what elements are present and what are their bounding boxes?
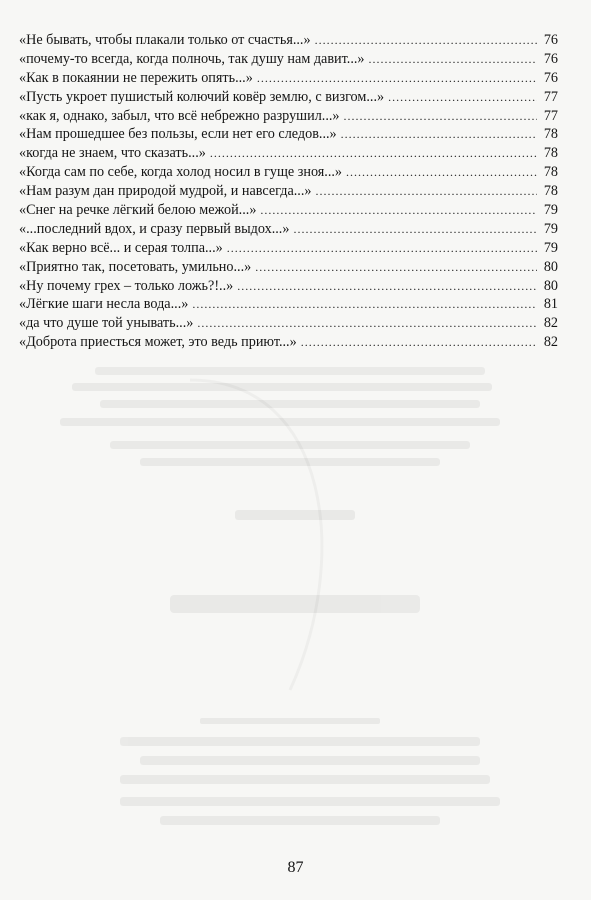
toc-entry-title: «Ну почему грех – только ложь?!..» bbox=[19, 277, 234, 294]
dot-leader bbox=[341, 125, 537, 144]
toc-entry[interactable] bbox=[19, 333, 558, 352]
toc-entry-title: «Когда сам по себе, когда холод носил в гуще зноя...» bbox=[19, 164, 343, 181]
table-of-contents bbox=[19, 31, 558, 352]
toc-entry-page: 76 bbox=[543, 32, 558, 48]
toc-entry-page: 76 bbox=[543, 69, 558, 86]
toc-entry-page: 80 bbox=[543, 258, 558, 275]
toc-entry[interactable] bbox=[19, 182, 558, 201]
toc-entry-title: «Снег на речке лёгкий белою межой...» bbox=[19, 202, 257, 219]
page-number: 87 bbox=[287, 859, 304, 876]
toc-entry[interactable] bbox=[19, 201, 558, 220]
toc-entry-title: «Не бывать, чтобы плакали только от счастья...» bbox=[19, 32, 311, 48]
toc-entry-title: «...последний вдох, и сразу первый выдох...» bbox=[19, 220, 290, 237]
toc-entry-title: «Нам прошедшее без пользы, если нет его следов...» bbox=[19, 126, 337, 143]
toc-entry-title: «Доброта приесться может, это ведь приют...» bbox=[19, 334, 297, 351]
toc-entry-page: 80 bbox=[543, 277, 558, 294]
toc-entry[interactable] bbox=[19, 88, 558, 107]
toc-entry[interactable] bbox=[19, 69, 558, 88]
dot-leader bbox=[255, 258, 537, 277]
dot-leader bbox=[315, 31, 537, 50]
toc-entry-title: «Нам разум дан природой мудрой, и навсегда...» bbox=[19, 183, 312, 200]
toc-entry[interactable] bbox=[19, 31, 558, 50]
dot-leader bbox=[301, 333, 537, 352]
dot-leader bbox=[388, 88, 537, 107]
toc-entry-page: 81 bbox=[543, 296, 558, 313]
toc-entry-title: «как я, однако, забыл, что всё небрежно разрушил...» bbox=[19, 107, 340, 124]
dot-leader bbox=[369, 50, 537, 69]
dot-leader bbox=[197, 314, 537, 333]
toc-entry[interactable] bbox=[19, 125, 558, 144]
toc-entry[interactable] bbox=[19, 295, 558, 314]
dot-leader bbox=[210, 144, 537, 163]
toc-entry-title: «почему-то всегда, когда полночь, так душу нам давит...» bbox=[19, 50, 365, 67]
dot-leader bbox=[237, 277, 537, 296]
dot-leader bbox=[346, 163, 537, 182]
toc-entry-page: 79 bbox=[543, 202, 558, 219]
toc-entry-page: 79 bbox=[543, 239, 558, 256]
toc-entry[interactable] bbox=[19, 258, 558, 277]
toc-entry-page: 78 bbox=[543, 126, 558, 143]
toc-entry[interactable] bbox=[19, 144, 558, 163]
toc-entry-title: «Как в покаянии не пережить опять...» bbox=[19, 69, 253, 86]
toc-entry[interactable] bbox=[19, 50, 558, 69]
toc-entry-page: 76 bbox=[543, 50, 558, 67]
toc-entry[interactable] bbox=[19, 220, 558, 239]
dot-leader bbox=[344, 107, 537, 126]
dot-leader bbox=[257, 69, 537, 88]
toc-entry[interactable] bbox=[19, 107, 558, 126]
dot-leader bbox=[260, 201, 537, 220]
toc-entry-title: «когда не знаем, что сказать...» bbox=[19, 145, 206, 162]
toc-entry-title: «Пусть укроет пушистый колючий ковёр землю, с визгом...» bbox=[19, 88, 385, 105]
dot-leader bbox=[227, 239, 537, 258]
toc-entry-page: 82 bbox=[543, 334, 558, 351]
toc-entry-page: 78 bbox=[543, 164, 558, 181]
dot-leader bbox=[293, 220, 537, 239]
toc-entry-page: 77 bbox=[543, 107, 558, 124]
toc-entry[interactable] bbox=[19, 314, 558, 333]
toc-entry-page: 82 bbox=[543, 315, 558, 332]
toc-entry-page: 77 bbox=[543, 88, 558, 105]
toc-entry-title: «Как верно всё... и серая толпа...» bbox=[19, 239, 223, 256]
toc-entry[interactable] bbox=[19, 239, 558, 258]
toc-entry[interactable] bbox=[19, 163, 558, 182]
toc-entry-page: 79 bbox=[543, 220, 558, 237]
toc-entry-title: «Приятно так, посетовать, умильно...» bbox=[19, 258, 252, 275]
toc-entry-title: «Лёгкие шаги несла вода...» bbox=[19, 296, 189, 313]
dot-leader bbox=[192, 295, 537, 314]
toc-entry-page: 78 bbox=[543, 145, 558, 162]
toc-entry[interactable] bbox=[19, 277, 558, 296]
toc-entry-page: 78 bbox=[543, 183, 558, 200]
dot-leader bbox=[316, 182, 538, 201]
toc-entry-title: «да что душе той унывать...» bbox=[19, 315, 194, 332]
